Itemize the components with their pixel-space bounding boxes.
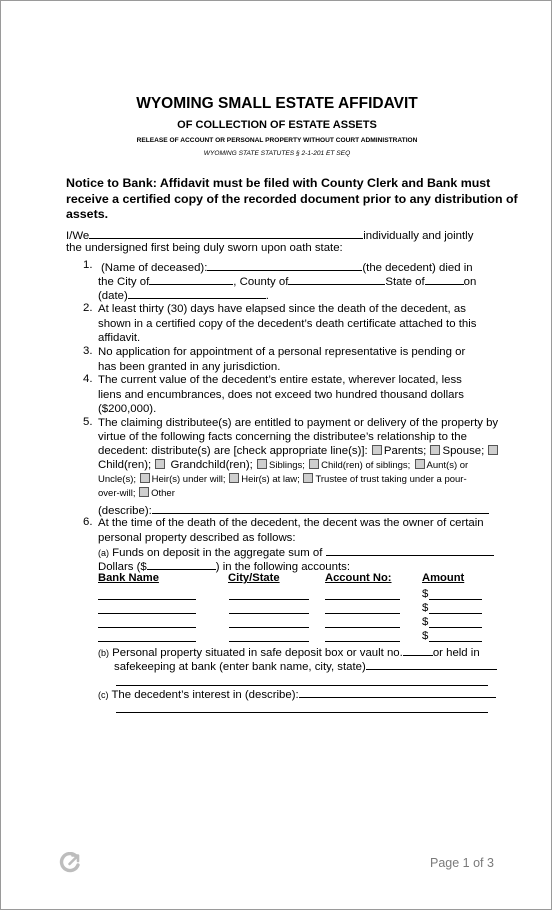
- dollar-sign: $: [422, 630, 429, 642]
- uncles-label: Uncle(s);: [98, 474, 137, 485]
- column-account-no: Account No:: [325, 572, 392, 584]
- state-label: State of: [385, 276, 425, 288]
- item6-text: [98, 516, 484, 545]
- parents-label: Parents;: [383, 445, 427, 457]
- siblings-label: Siblings;: [269, 460, 305, 471]
- checkbox-children[interactable]: [488, 445, 498, 455]
- item-number: 6.: [83, 516, 93, 528]
- item2-line: At least thirty (30) days have elapsed since the death of the decedent, as: [98, 303, 466, 315]
- account-no-field[interactable]: [325, 613, 400, 614]
- deceased-name-label: (Name of deceased):: [101, 262, 208, 274]
- item6c-label: (c): [98, 690, 109, 700]
- amount-field[interactable]: [429, 613, 482, 614]
- on-label: on: [463, 276, 477, 288]
- aunts-label: Aunt(s) or: [426, 460, 469, 471]
- dollar-sign: $: [422, 588, 429, 600]
- document-title: WYOMING SMALL ESTATE AFFIDAVIT: [136, 95, 418, 112]
- county-label: , County of: [233, 276, 289, 288]
- dollars-suffix: ) in the following accounts:: [215, 561, 350, 573]
- bank-name-field[interactable]: [98, 599, 196, 600]
- account-no-field[interactable]: [325, 641, 400, 642]
- bank-name-field[interactable]: [98, 627, 196, 628]
- iwe-after-text: individually and jointly: [363, 230, 474, 242]
- dollars-prefix: Dollars ($: [98, 561, 147, 573]
- item3-line: No application for appointment of a personal representative is pending or: [98, 346, 466, 358]
- page-number: Page 1 of 3: [430, 856, 494, 870]
- date-label: (date): [98, 290, 128, 302]
- city-label: the City of: [98, 276, 150, 288]
- item4-text: [98, 373, 464, 417]
- safekeeping-text: safekeeping at bank (enter bank name, city, state): [114, 661, 366, 673]
- decedent-interest-extra-line[interactable]: [116, 712, 488, 713]
- item5-line5: [98, 473, 467, 487]
- notice-line: Notice to Bank: Affidavit must be filed with County Clerk and Bank must: [66, 176, 491, 190]
- release-line: RELEASE OF ACCOUNT OR PERSONAL PROPERTY WITHOUT COURT ADMINISTRATION: [136, 137, 418, 144]
- checkbox-siblings[interactable]: [257, 459, 267, 469]
- describe-label: (describe):: [98, 505, 152, 517]
- item-number: 2.: [83, 302, 93, 314]
- children-label: Child(ren);: [98, 459, 152, 471]
- checkbox-spouse[interactable]: [430, 445, 440, 455]
- item-number: 5.: [83, 416, 93, 428]
- checkbox-other[interactable]: [139, 487, 149, 497]
- checkbox-parents[interactable]: [372, 445, 382, 455]
- amount-field[interactable]: [429, 599, 482, 600]
- account-no-field[interactable]: [325, 627, 400, 628]
- bank-name-field[interactable]: [98, 613, 196, 614]
- item3-line: has been granted in any jurisdiction.: [98, 360, 281, 373]
- statute-line: WYOMING STATE STATUTES § 2-1-201 ET SEQ: [203, 150, 351, 157]
- amount-field[interactable]: [429, 627, 482, 628]
- checkbox-trustee[interactable]: [303, 473, 313, 483]
- dollar-sign: $: [422, 602, 429, 614]
- item5-line: virtue of the following facts concerning the distributee’s relationship to the: [98, 431, 467, 443]
- city-field[interactable]: [149, 273, 233, 285]
- item-number: 4.: [83, 373, 93, 385]
- safe-deposit-text: Personal property situated in safe deposit box or vault no.: [112, 647, 403, 659]
- item4-line: The current value of the decedent’s entire estate, wherever located, less: [98, 374, 462, 386]
- checkbox-heirs-will[interactable]: [140, 473, 150, 483]
- heirs-will-label: Heir(s) under will;: [151, 474, 226, 485]
- item3-text: [98, 345, 465, 374]
- describe-field[interactable]: [152, 502, 489, 514]
- spouse-label: Spouse;: [442, 445, 485, 457]
- item6-line: personal property described as follows:: [98, 531, 296, 544]
- iwe-label: I/We: [66, 230, 90, 242]
- grandchildren-label: Grandchild(ren);: [170, 459, 253, 471]
- item2-line: affidavit.: [98, 332, 141, 345]
- date-end: .: [265, 290, 269, 302]
- pourover-label: over-will;: [98, 488, 136, 499]
- trustee-label: Trustee of trust taking under a pour-: [315, 474, 467, 485]
- item-number: 1.: [83, 259, 93, 271]
- city-state-field[interactable]: [229, 613, 309, 614]
- notice-to-bank: [66, 176, 518, 223]
- check-instruction: decedent: distribute(s) are [check appropriate line(s)]:: [98, 445, 368, 457]
- item6b-label: (b): [98, 648, 109, 658]
- safekeeping-bank-field[interactable]: [366, 658, 497, 670]
- vault-no-field[interactable]: [403, 644, 433, 656]
- aggregate-sum-field[interactable]: [326, 544, 494, 556]
- heirs-law-label: Heir(s) at law;: [241, 474, 300, 485]
- notice-line: assets.: [66, 207, 109, 222]
- county-field[interactable]: [288, 273, 385, 285]
- column-city-state: City/State: [228, 572, 280, 584]
- decedent-interest-field[interactable]: [299, 686, 496, 698]
- item6a-label: (a): [98, 548, 109, 558]
- item2-text: [98, 302, 476, 346]
- item5-line4: [98, 458, 468, 474]
- held-in-text: or held in: [432, 647, 480, 659]
- brand-logo-icon: [59, 852, 81, 879]
- amount-field[interactable]: [429, 641, 482, 642]
- decedent-died-text: (the decedent) died in: [362, 262, 473, 274]
- item-number: 3.: [83, 345, 93, 357]
- oath-statement: the undersigned first being duly sworn upon oath state:: [66, 242, 343, 254]
- city-state-field[interactable]: [229, 627, 309, 628]
- column-bank-name: Bank Name: [98, 572, 159, 584]
- item6c-line: [98, 686, 496, 703]
- date-field[interactable]: [128, 287, 266, 299]
- funds-on-deposit-text: Funds on deposit in the aggregate sum of: [112, 547, 323, 559]
- dollars-amount-field[interactable]: [147, 558, 216, 570]
- decedent-interest-text: The decedent’s interest in (describe):: [111, 689, 299, 701]
- children-of-siblings-label: Child(ren) of siblings;: [321, 460, 411, 471]
- item4-line: liens and encumbrances, does not exceed two hundred thousand dollars: [98, 388, 465, 401]
- item6b-line2: [114, 658, 497, 675]
- item2-line: shown in a certified copy of the decedent’s death certificate attached to this: [98, 317, 477, 330]
- bank-name-field[interactable]: [98, 641, 196, 642]
- account-no-field[interactable]: [325, 599, 400, 600]
- dollar-sign: $: [422, 616, 429, 628]
- item5-line3: [98, 444, 500, 459]
- iwe-name-field[interactable]: [89, 227, 363, 239]
- document-subtitle: OF COLLECTION OF ESTATE ASSETS: [177, 119, 377, 131]
- checkbox-heirs-law[interactable]: [229, 473, 239, 483]
- state-field[interactable]: [425, 273, 464, 285]
- column-amount: Amount: [422, 572, 465, 584]
- checkbox-aunts[interactable]: [415, 459, 425, 469]
- notice-line: receive a certified copy of the recorded document prior to any distribution of: [66, 191, 518, 206]
- deceased-name-field[interactable]: [207, 259, 362, 271]
- item4-line: ($200,000).: [98, 403, 157, 416]
- item5-line: The claiming distributee(s) are entitled to payment or delivery of the property by: [98, 417, 499, 429]
- checkbox-children-of-siblings[interactable]: [309, 459, 319, 469]
- item6-line: At the time of the death of the decedent, the decent was the owner of certain: [98, 517, 484, 529]
- other-label: Other: [151, 488, 175, 499]
- item5-line6: [98, 487, 175, 501]
- city-state-field[interactable]: [229, 599, 309, 600]
- city-state-field[interactable]: [229, 641, 309, 642]
- checkbox-grandchildren[interactable]: [155, 459, 165, 469]
